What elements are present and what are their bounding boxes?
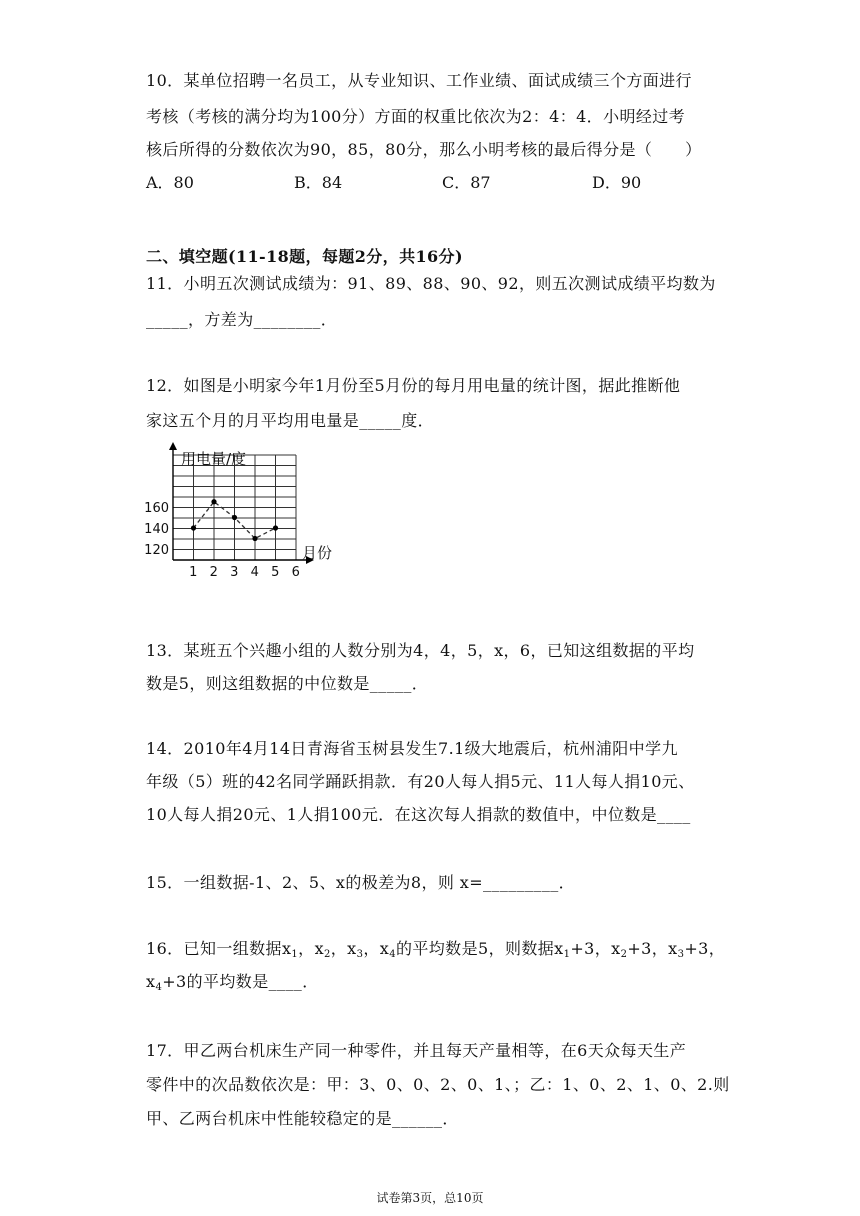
section-2-heading: 二、填空题(11-18题，每题2分，共16分) [146,247,463,266]
q14-line-3: 10人每人捐20元、1人捐100元．在这次每人捐款的数值中，中位数是____ [146,805,691,824]
data-point [211,499,216,504]
separator: ， [298,939,315,958]
q17-line-3: 甲、乙两台机床中性能较稳定的是______． [146,1109,459,1128]
q13-line-2: 数是5，则这组数据的中位数是_____． [146,674,429,693]
y-tick-label: 140 [144,522,169,537]
q10-option-a: A．80 [146,173,194,192]
q16-text-c: +3， [684,939,726,958]
subscript: 3 [677,949,685,960]
q12-line-1: 12．如图是小明家今年1月份至5月份的每月用电量的统计图，据此推断他 [146,376,681,395]
q14-line-2: 年级（5）班的42名同学踊跃捐款．有20人每人捐5元、11人每人捐10元、 [146,772,695,791]
plus-three: +3， [570,939,612,958]
q10-option-c: C．87 [442,173,491,192]
data-point [252,536,257,541]
y-tick-label: 120 [144,543,169,558]
subscript: 1 [291,949,299,960]
q15-line: 15．一组数据-1、2、5、x的极差为8，则 x=_________． [146,873,576,892]
x-tick-label: 3 [230,565,239,580]
q10-option-d: D．90 [592,173,642,192]
x-axis-label: 月份 [302,544,333,562]
plus-three: +3， [627,939,669,958]
q11-line-1: 11．小明五次测试成绩为：91、89、88、90、92，则五次测试成绩平均数为 [146,274,716,293]
x-tick-label: 5 [271,565,280,580]
q16-text-d: +3的平均数是____． [162,972,319,991]
q16-line-2: $x_4+3$的平均数是____． [146,972,319,993]
y-axis-label: 用电量/度 [181,450,247,468]
data-point [191,525,196,530]
subscript: 2 [324,949,331,960]
q17-line-2: 零件中的次品数依次是：甲：3、0、0、2、0、1、；乙：1、0、2、1、0、2.则 [146,1075,730,1094]
q10-line-3: 核后所得的分数依次为90，85，80分，那么小明考核的最后得分是（ ） [146,140,702,159]
y-tick-label: 160 [144,501,169,516]
q16-text-a: 16．已知一组数据x [146,939,292,958]
x-tick-label: 2 [209,565,218,580]
data-point [273,525,278,530]
q10-line-1: 10．某单位招聘一名员工，从专业知识、工作业绩、面试成绩三个方面进行 [146,71,692,90]
subscript: 3 [356,949,364,960]
subscript: 2 [620,949,628,960]
q13-line-1: 13．某班五个兴趣小组的人数分别为4，4，5，x，6，已知这组数据的平均 [146,641,695,660]
subscript: 1 [563,949,571,960]
q14-line-1: 14．2010年4月14日青海省玉树县发生7.1级大地震后，杭州浦阳中学九 [146,739,678,758]
q11-line-2: _____，方差为________． [146,310,338,329]
x-tick-label: 6 [291,565,300,580]
q16-line-1: 16．已知一组数据$x_1$，$x_2$，$x_3$，$x_4$的平均数是5，则数据$x_1+3$，$x_2+3$，$x_3+3$， [146,939,726,960]
page-footer: 试卷第3页，总10页 [376,1191,484,1205]
q17-line-1: 17．甲乙两台机床生产同一种零件，并且每天产量相等，在6天众每天生产 [146,1041,687,1060]
q16-text-b: 的平均数是5，则数据x [395,939,564,958]
q10-option-b: B．84 [294,173,343,192]
data-point [232,515,237,520]
subscript: 4 [389,949,396,960]
separator: ， [330,939,348,958]
x-tick-label: 1 [189,565,198,580]
q10-line-2: 考核（考核的满分均为100分）方面的权重比依次为2：4：4．小明经过考 [146,107,686,126]
y-axis-arrow [169,442,177,450]
q12-line-2: 家这五个月的月平均用电量是_____度． [146,411,435,430]
separator: ， [363,939,380,958]
chart-grid [173,455,296,560]
subscript: 4 [155,982,163,993]
electricity-usage-chart [140,438,340,594]
x-tick-label: 4 [250,565,259,580]
